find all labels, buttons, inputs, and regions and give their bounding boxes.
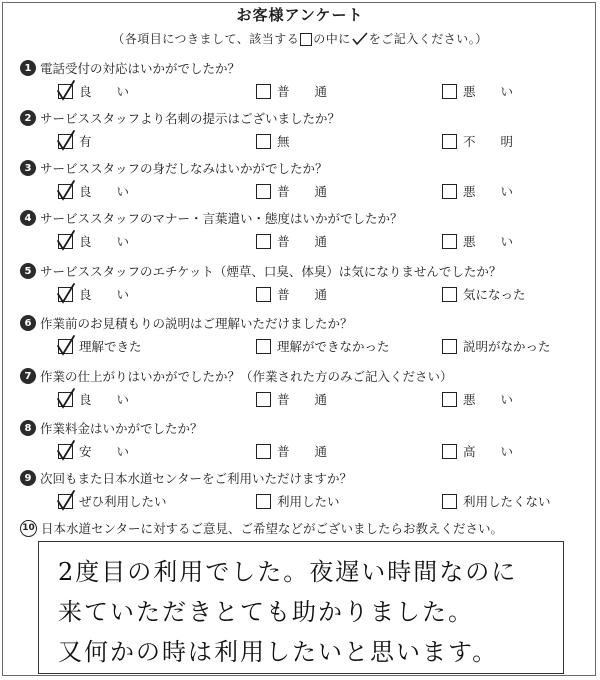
option-checkbox[interactable] [442, 134, 457, 149]
option-label: 良 い [79, 392, 130, 407]
comment-line-2: 来ていただきとても助かりました。 [58, 598, 474, 626]
option-q7-1[interactable] [58, 389, 129, 409]
option-q7-2[interactable] [256, 389, 327, 409]
option-checkbox[interactable] [256, 134, 271, 149]
option-label: 悪 い [463, 184, 514, 199]
option-q2-3[interactable] [442, 131, 513, 151]
option-label: 普 通 [277, 234, 328, 249]
question-4 [20, 207, 403, 229]
option-checkbox[interactable] [442, 392, 457, 407]
option-q6-3[interactable] [442, 336, 551, 356]
instruction-line [0, 30, 600, 47]
option-label: 悪 い [463, 84, 514, 99]
option-checkbox[interactable] [256, 184, 271, 199]
option-checkbox[interactable] [58, 234, 73, 249]
option-label: 良 い [79, 84, 130, 99]
question-number-badge: 7 [20, 368, 36, 384]
question-text: 電話受付の対応はいかがでしたか？ [40, 61, 241, 76]
option-label: 不 明 [463, 134, 514, 149]
option-label: 安 い [79, 444, 130, 459]
question-number-badge: 2 [20, 110, 36, 126]
option-label: 良 い [79, 184, 130, 199]
question-number-badge: 8 [20, 420, 36, 436]
option-checkbox[interactable] [58, 184, 73, 199]
instruction-before: （各項目につきまして、該当する [112, 32, 300, 46]
option-q2-2[interactable] [256, 131, 290, 151]
option-q1-1[interactable] [58, 81, 129, 101]
question-number-badge: 10 [20, 520, 37, 537]
option-label: 利用したくない [463, 494, 551, 509]
question-number-badge: 1 [20, 60, 36, 76]
option-label: 利用したい [277, 494, 340, 509]
option-checkbox[interactable] [442, 234, 457, 249]
option-checkbox[interactable] [58, 287, 73, 302]
question-3 [20, 157, 328, 179]
option-checkbox[interactable] [256, 234, 271, 249]
question-text: サービススタッフのエチケット（煙草、口臭、体臭）は気になりませんでしたか？ [40, 264, 502, 279]
option-checkbox[interactable] [442, 339, 457, 354]
option-q8-2[interactable] [256, 441, 327, 461]
option-checkbox[interactable] [256, 84, 271, 99]
instruction-middle: の中に [313, 32, 351, 46]
option-q9-2[interactable] [256, 491, 340, 511]
option-label: 悪 い [463, 234, 514, 249]
question-text: 作業前のお見積もりの説明はご理解いただけましたか？ [40, 316, 353, 331]
question-text: 作業料金はいかがでしたか？ [40, 421, 203, 436]
option-q4-1[interactable] [58, 231, 129, 251]
question-9 [20, 467, 352, 489]
option-label: 理解ができなかった [277, 339, 390, 354]
option-checkbox[interactable] [256, 392, 271, 407]
question-text: 作業の仕上がりはいかがでしたか？（作業された方のみご記入ください） [40, 369, 453, 384]
option-q5-3[interactable] [442, 284, 526, 304]
page-title: お客様アンケート [236, 6, 364, 24]
option-checkbox[interactable] [256, 339, 271, 354]
option-q1-3[interactable] [442, 81, 513, 101]
option-checkbox[interactable] [442, 444, 457, 459]
instruction-after: をご記入ください。） [368, 32, 488, 46]
option-q6-1[interactable] [58, 336, 142, 356]
option-q3-3[interactable] [442, 181, 513, 201]
option-q3-2[interactable] [256, 181, 327, 201]
option-checkbox[interactable] [58, 134, 73, 149]
question-text: サービススタッフのマナー・言葉遣い・態度はいかがでしたか？ [40, 211, 403, 226]
option-label: 良 い [79, 234, 130, 249]
comment-line-1: 2度目の利用でした。夜遅い時間なのに [58, 558, 518, 586]
option-label: 高 い [463, 444, 514, 459]
option-checkbox[interactable] [58, 444, 73, 459]
question-7 [20, 365, 453, 387]
option-checkbox[interactable] [256, 494, 271, 509]
option-q6-2[interactable] [256, 336, 390, 356]
option-q7-3[interactable] [442, 389, 513, 409]
question-5 [20, 260, 501, 282]
question-number-badge: 5 [20, 263, 36, 279]
option-q8-1[interactable] [58, 441, 129, 461]
option-label: 説明がなかった [463, 339, 551, 354]
option-label: 普 通 [277, 287, 328, 302]
option-q4-2[interactable] [256, 231, 327, 251]
option-label: ぜひ利用したい [79, 494, 167, 509]
question-10 [20, 517, 503, 539]
option-q5-2[interactable] [256, 284, 327, 304]
option-q9-1[interactable] [58, 491, 167, 511]
option-checkbox[interactable] [442, 184, 457, 199]
question-6 [20, 312, 353, 334]
option-checkbox[interactable] [58, 392, 73, 407]
option-label: 普 通 [277, 84, 328, 99]
check-mark-icon [351, 32, 369, 46]
option-checkbox[interactable] [58, 494, 73, 509]
comment-line-3: 又何かの時は利用したいと思います。 [58, 638, 499, 666]
option-label: 普 通 [277, 444, 328, 459]
option-label: 理解できた [79, 339, 142, 354]
option-q5-1[interactable] [58, 284, 129, 304]
option-checkbox[interactable] [256, 287, 271, 302]
option-label: 有 [79, 134, 92, 149]
question-text: 次回もまた日本水道センターをご利用いただけますか？ [40, 471, 353, 486]
option-checkbox[interactable] [442, 287, 457, 302]
option-label: 悪 い [463, 392, 514, 407]
option-label: 普 通 [277, 184, 328, 199]
sample-checkbox-icon [300, 33, 312, 46]
question-1 [20, 57, 240, 79]
option-q1-2[interactable] [256, 81, 327, 101]
question-2 [20, 107, 340, 129]
question-text: サービススタッフの身だしなみはいかがでしたか？ [40, 161, 328, 176]
option-label: 普 通 [277, 392, 328, 407]
option-label: 良 い [79, 287, 130, 302]
question-text: サービススタッフより名刺の提示はございましたか？ [40, 111, 341, 126]
question-text: 日本水道センターに対するご意見、ご希望などがございましたらお教えください。 [41, 521, 504, 536]
option-label: 気になった [463, 287, 526, 302]
option-checkbox[interactable] [442, 494, 457, 509]
question-number-badge: 9 [20, 470, 36, 486]
option-q2-1[interactable] [58, 131, 92, 151]
option-checkbox[interactable] [58, 339, 73, 354]
option-checkbox[interactable] [442, 84, 457, 99]
option-q9-3[interactable] [442, 491, 551, 511]
question-number-badge: 3 [20, 160, 36, 176]
question-number-badge: 4 [20, 210, 36, 226]
option-q3-1[interactable] [58, 181, 129, 201]
option-checkbox[interactable] [58, 84, 73, 99]
option-checkbox[interactable] [256, 444, 271, 459]
option-label: 無 [277, 134, 290, 149]
question-number-badge: 6 [20, 315, 36, 331]
option-q8-3[interactable] [442, 441, 513, 461]
option-q4-3[interactable] [442, 231, 513, 251]
question-8 [20, 417, 203, 439]
